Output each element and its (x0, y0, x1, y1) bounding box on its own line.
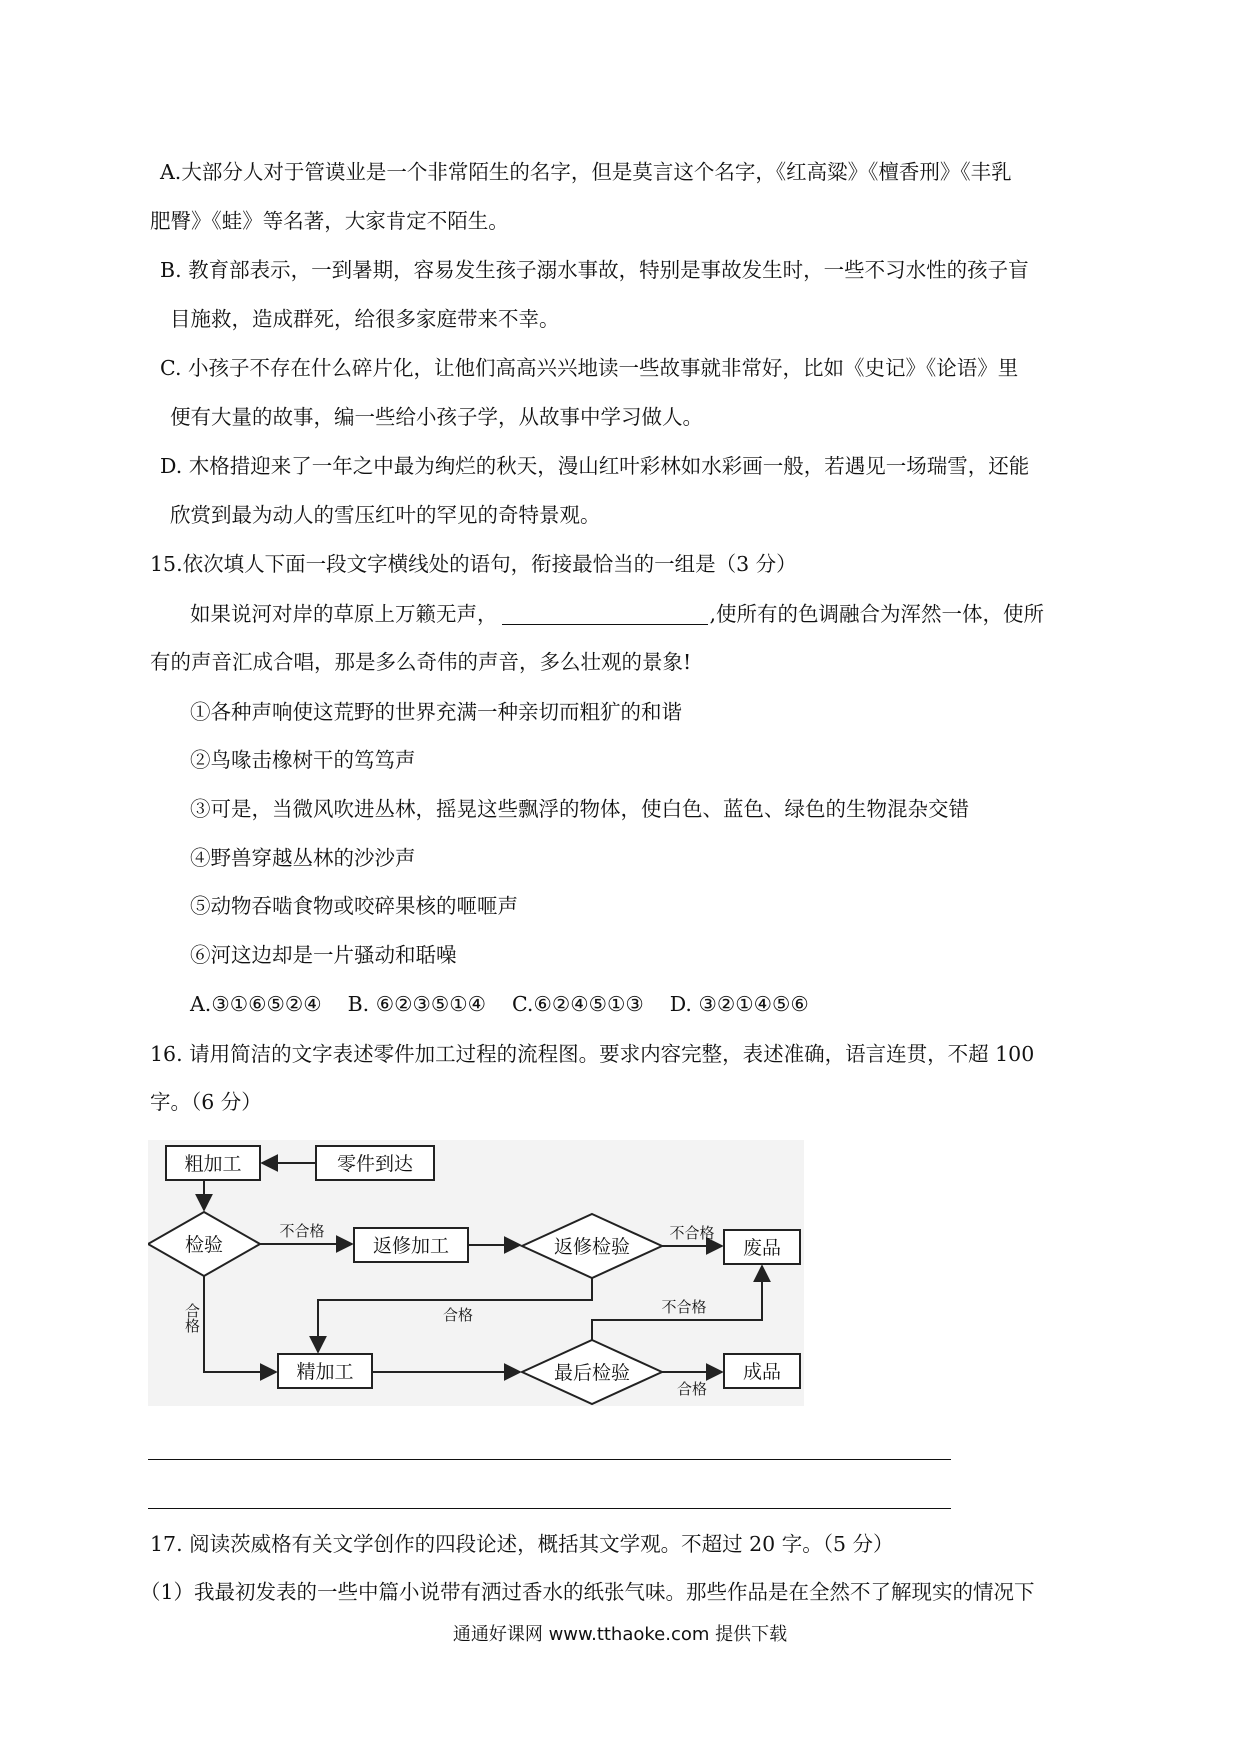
fail-label-reinspect: 不合格 (669, 1224, 715, 1242)
q16-stem-line2: 字。（6 分） (150, 1090, 262, 1114)
option-d-line2: 欣赏到最为动人的雪压红叶的罕见的奇特景观。 (170, 503, 601, 527)
option-a-line1: A.大部分人对于管谟业是一个非常陌生的名字，但是莫言这个名字，《红高粱》《檀香刑》《丰乳 (160, 160, 1012, 184)
pass-label-final: 合格 (676, 1380, 708, 1398)
fail-label-final: 不合格 (661, 1298, 707, 1316)
choice-d: D. ③②①④⑤⑥ (669, 992, 809, 1016)
fail-label-inspect: 不合格 (279, 1222, 325, 1240)
choice-c: C.⑥②④⑤①③ (511, 992, 644, 1016)
q16-stem-line1: 16. 请用简洁的文字表述零件加工过程的流程图。要求内容完整，表述准确，语言连贯，不超 100 (150, 1042, 1035, 1066)
q15-item-3: ③可是，当微风吹进丛林，摇晃这些飘浮的物体，使白色、蓝色、绿色的生物混杂交错 (190, 797, 969, 821)
parts-arrive-label: 零件到达 (336, 1153, 414, 1175)
choice-b: B. ⑥②③⑤①④ (347, 992, 486, 1016)
pass-label-return: 合格 (442, 1306, 474, 1324)
q15-item-5: ⑤动物吞啮食物或咬碎果核的咂咂声 (190, 894, 518, 918)
q15-item-2: ②鸟喙击橡树干的笃笃声 (190, 748, 416, 772)
q15-passage-line1 (190, 600, 1044, 628)
q15-choices (190, 990, 835, 1018)
fill-blank (502, 604, 708, 625)
q15-item-1: ①各种声响使这荒野的世界充满一种亲切而粗犷的和谐 (190, 700, 682, 724)
q15-passage-line2: 有的声音汇成合唱，那是多么奇伟的声音，多么壮观的景象! (150, 650, 692, 674)
rework-inspect-label: 返修检验 (553, 1236, 631, 1258)
rework-label: 返修加工 (372, 1235, 450, 1257)
q15-item-4: ④野兽穿越丛林的沙沙声 (190, 846, 416, 870)
inspect-label: 检验 (184, 1234, 224, 1256)
option-b-line1: B. 教育部表示，一到暑期，容易发生孩子溺水事故，特别是事故发生时，一些不习水性的孩子盲 (160, 258, 1029, 282)
product-label: 成品 (742, 1361, 782, 1383)
q15-passage-after: ,使所有的色调融合为浑然一体，使所 (709, 602, 1045, 626)
pass-label-vertical: 合格 (183, 1303, 201, 1333)
final-inspect-label: 最后检验 (553, 1362, 631, 1384)
choice-a: A.③①⑥⑤②④ (190, 992, 322, 1016)
option-c-line2: 便有大量的故事，编一些给小孩子学，从故事中学习做人。 (170, 405, 703, 429)
q17-stem: 17. 阅读茨威格有关文学创作的四段论述，概括其文学观。不超过 20 字。（5 分） (150, 1532, 894, 1556)
q15-stem: 15.依次填人下面一段文字横线处的语句，衔接最恰当的一组是（3 分） (150, 552, 797, 576)
answer-line-1 (148, 1459, 951, 1460)
answer-line-2 (148, 1508, 951, 1509)
footer-credit: 通通好课网 www.tthaoke.com 提供下载 (452, 1624, 788, 1645)
q15-item-6: ⑥河这边却是一片骚动和聒噪 (190, 943, 457, 967)
option-c-line1: C. 小孩子不存在什么碎片化，让他们高高兴兴地读一些故事就非常好，比如《史记》《论语》里 (160, 356, 1019, 380)
q17-paragraph-1: （1）我最初发表的一些中篇小说带有洒过香水的纸张气味。那些作品是在全然不了解现实的情况下 (140, 1580, 1035, 1604)
process-flowchart (148, 1140, 804, 1406)
finishing-label: 精加工 (296, 1361, 354, 1383)
option-d-line1: D. 木格措迎来了一年之中最为绚烂的秋天，漫山红叶彩林如水彩画一般，若遇见一场瑞雪，还能 (160, 454, 1030, 478)
scrap-label: 废品 (742, 1237, 782, 1259)
q15-passage-before: 如果说河对岸的草原上万籁无声， (190, 602, 498, 626)
rough-machining-label: 粗加工 (184, 1153, 242, 1175)
option-a-line2: 肥臀》《蛙》等名著，大家肯定不陌生。 (150, 209, 509, 233)
option-b-line2: 目施救，造成群死，给很多家庭带来不幸。 (170, 307, 560, 331)
